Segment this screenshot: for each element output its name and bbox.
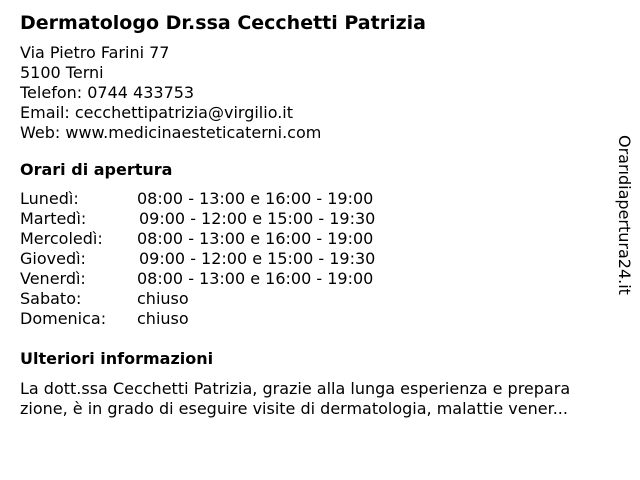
website-link[interactable]: Web: www.medicinaesteticaterni.com: [20, 123, 322, 142]
hours-row-tuesday: [20, 209, 616, 229]
time-range: 08:00 - 13:00 e 16:00 - 19:00: [137, 229, 374, 248]
day-label: Venerdì:: [20, 269, 86, 288]
hours-row-monday: [20, 189, 616, 209]
day-label: Domenica:: [20, 309, 107, 328]
contact-block: [20, 43, 616, 143]
day-label: Sabato:: [20, 289, 82, 308]
side-brand-label: Orarıdiapertura24.it: [615, 135, 634, 295]
hours-row-wednesday: [20, 229, 616, 249]
time-range: 09:00 - 12:00 e 15:00 - 19:30: [139, 249, 376, 268]
hours-heading: Orari di apertura: [20, 160, 173, 179]
phone-number[interactable]: Telefon: 0744 433753: [20, 83, 195, 102]
closed-label: chiuso: [137, 289, 189, 308]
time-range: 08:00 - 13:00 e 16:00 - 19:00: [137, 189, 374, 208]
day-label: Lunedì:: [20, 189, 79, 208]
day-label: Martedì:: [20, 209, 87, 228]
info-description: La dott.ssa Cecchetti Patrizia, grazie alla lunga esperienza e prepara zione, è in grado di eseguire visite di dermatologia, malattie vener...: [20, 379, 571, 418]
hours-row-thursday: [20, 249, 616, 269]
time-range: 09:00 - 12:00 e 15:00 - 19:30: [139, 209, 376, 228]
time-range: 08:00 - 13:00 e 16:00 - 19:00: [137, 269, 374, 288]
day-label: Giovedì:: [20, 249, 86, 268]
day-label: Mercoledì:: [20, 229, 103, 248]
city: 5100 Terni: [20, 63, 104, 82]
opening-hours-table: [20, 189, 616, 329]
info-heading: Ulteriori informazioni: [20, 349, 214, 368]
business-card: [20, 10, 616, 419]
hours-row-sunday: [20, 309, 616, 329]
hours-row-saturday: [20, 289, 616, 309]
side-brand[interactable]: [612, 135, 636, 311]
street-address: Via Pietro Farini 77: [20, 43, 170, 62]
closed-label: chiuso: [137, 309, 189, 328]
email-link[interactable]: Email: cecchettipatrizia@virgilio.it: [20, 103, 293, 122]
hours-row-friday: [20, 269, 616, 289]
page-title: Dermatologo Dr.ssa Cecchetti Patrizia: [20, 12, 426, 34]
